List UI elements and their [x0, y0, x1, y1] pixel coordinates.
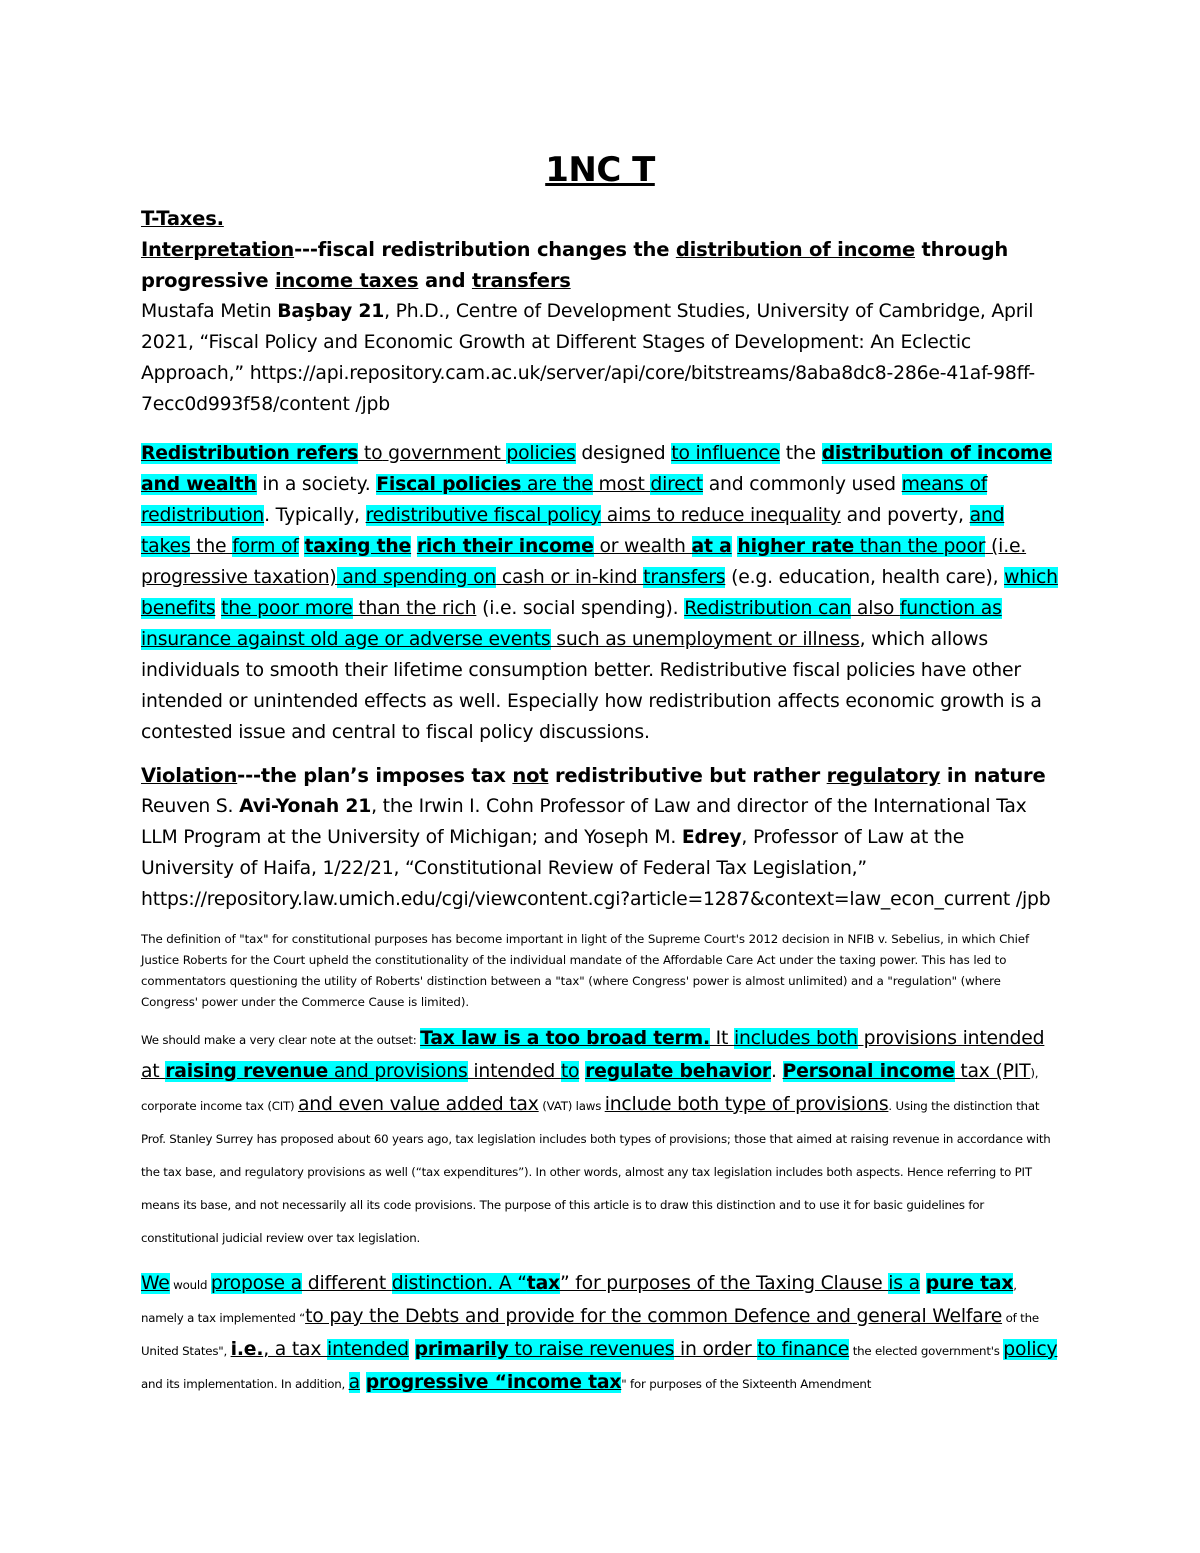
section-heading: T-Taxes. [141, 206, 224, 230]
citation-avi-yonah: Reuven S. Avi-Yonah 21, the Irwin I. Cohn Professor of Law and director of the International Tax LLM Program at the University of Michigan; and Yoseph M. Edrey, Professor of Law at the University of Haifa, 1/22/21, “Constitutional Review of Federal Tax Legislation,” https://repository.law.umich.edu/cgi/viewcontent.cgi?article=1287&context=law_econ_current /jpb [141, 795, 1051, 910]
card-paragraph-distinction: We should make a very clear note at the outset: Tax law is a too broad term. It includes both provisions intended at raising revenue and provisions intended to regulate behavior. Personal income tax (PIT), corporate income tax (CIT) and even value added tax (VAT) laws include both type of provisions. Using the distinction that Prof. Stanley Surrey has proposed about 60 years ago, tax legislation includes both types of provisions; those that aimed at raising revenue in accordance with the tax base, and regulatory provisions as well (“tax expenditures”). In other words, almost any tax legislation includes both aspects. Hence referring to PIT means its base, and not necessarily all its code provisions. The purpose of this article is to draw this distinction and to use it for basic guidelines for constitutional judicial review over tax legislation. [141, 1027, 1051, 1245]
card-paragraph-context: The definition of "tax" for constitutional purposes has become important in light of the Supreme Court's 2012 decision in NFIB v. Sebelius, in which Chief Justice Roberts for the Court upheld the constitutionality of the individual mandate of the Affordable Care Act under the taxing power. This has led to commentators questioning the utility of Roberts' distinction between a "tax" (where Congress' power is almost unlimited) and a "regulation" (where Congress' power under the Commerce Cause is limited). [141, 931, 1030, 1009]
interpretation-tag: Interpretation---fiscal redistribution changes the distribution of income through progressive income taxes and transfers [141, 237, 1009, 292]
violation-tag: Violation---the plan’s imposes tax not redistributive but rather regulatory in nature [141, 763, 1046, 787]
document-page [141, 150, 1059, 1400]
citation-basbay: Mustafa Metin Başbay 21, Ph.D., Centre of Development Studies, University of Cambridge, April 2021, “Fiscal Policy and Economic Growth at Different Stages of Development: An Eclectic Approach,” https://api.repository.cam.ac.uk/server/api/core/bitstreams/8aba8dc8-286e-41af-98ff-7ecc0d993f58/content /jpb [141, 300, 1035, 415]
page-title: 1NC T [545, 150, 655, 190]
evidence-card-redistribution: Redistribution refers to government policies designed to influence the distribution of income and wealth in a society. Fiscal policies are the most direct and commonly used means of redistribution. Typically, redistributive fiscal policy aims to reduce inequality and poverty, and takes the form of taxing the rich their income or wealth at a higher rate than the poor (i.e. progressive taxation) and spending on cash or in-kind transfers (e.g. education, health care), which benefits the poor more than the rich (i.e. social spending). Redistribution can also function as insurance against old age or adverse events such as unemployment or illness, which allows individuals to smooth their lifetime consumption better. Redistributive fiscal policies have other intended or unintended effects as well. Especially how redistribution affects economic growth is a contested issue and central to fiscal policy discussions. [141, 442, 1058, 743]
card-paragraph-pure-tax: We would propose a different distinction. A “tax” for purposes of the Taxing Clause is a pure tax, namely a tax implemented “to pay the Debts and provide for the common Defence and general Welfare of the United States", i.e., a tax intended primarily to raise revenues in order to finance the elected government's policy and its implementation. In addition, a progressive “income tax" for purposes of the Sixteenth Amendment [141, 1272, 1058, 1393]
